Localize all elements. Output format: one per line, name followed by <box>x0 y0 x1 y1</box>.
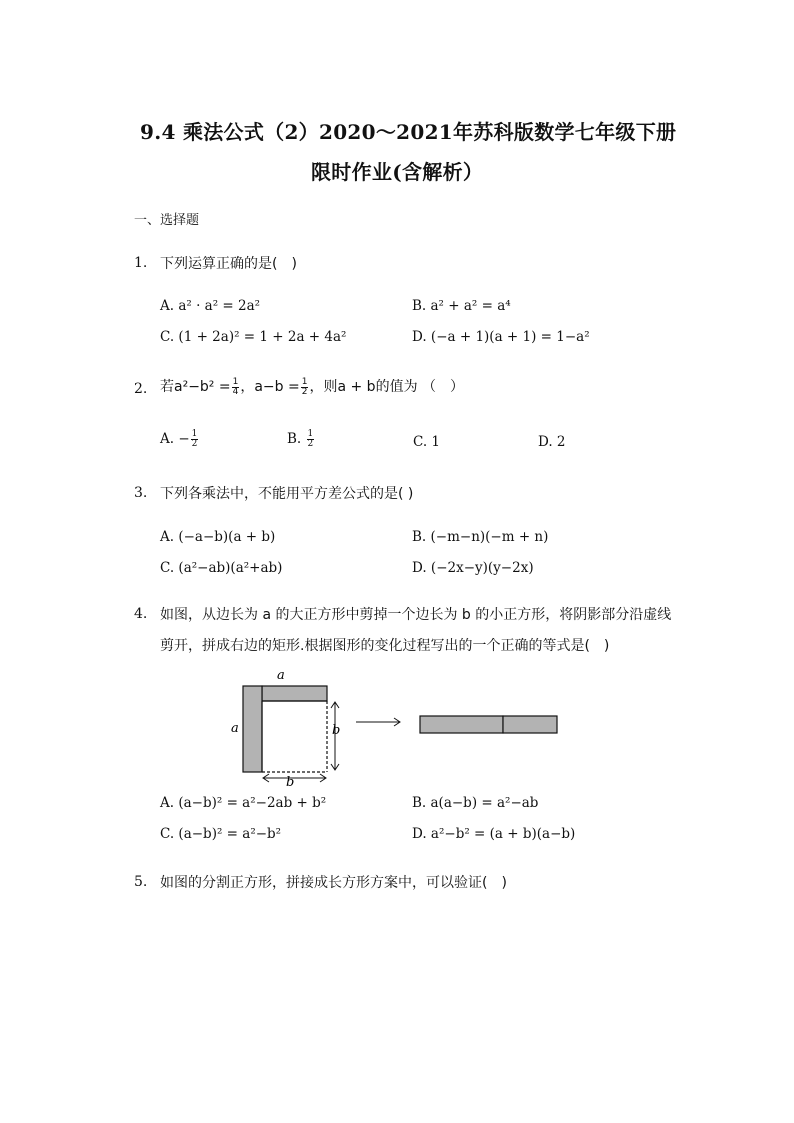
label-b-bottom: b <box>286 775 295 790</box>
result-rectangle-left <box>420 716 503 733</box>
option-a[interactable]: A. (−a−b)(a + b) <box>160 529 276 545</box>
section-heading: 一、选择题 <box>134 213 200 228</box>
fraction-denominator: 2 <box>307 439 314 449</box>
question-text: 下列各乘法中，不能用平方差公式的是( ) <box>160 486 414 502</box>
top-shaded-strip <box>262 686 327 701</box>
question-4-figure <box>220 662 570 792</box>
page-title-line2: 限时作业(含解析） <box>311 160 484 184</box>
fraction <box>191 430 199 449</box>
option-b[interactable] <box>287 430 315 449</box>
fraction-numerator: 1 <box>301 376 308 387</box>
question-text: 如图的分割正方形，拼接成长方形方案中，可以验证( ) <box>160 875 507 891</box>
question-text: 下列运算正确的是( ) <box>160 256 297 272</box>
label-b-right: b <box>332 723 341 738</box>
fraction <box>307 430 315 449</box>
question-number: 4. <box>134 606 148 622</box>
option-c[interactable]: C. (a−b)² = a²−b² <box>160 826 282 842</box>
option-d[interactable]: D. 2 <box>538 434 566 450</box>
option-d[interactable]: D. (−2x−y)(y−2x) <box>412 560 534 576</box>
option-a[interactable]: A. (a−b)² = a²−2ab + b² <box>160 795 327 811</box>
fraction <box>301 378 309 397</box>
question-number: 1. <box>134 255 148 271</box>
question-text-mid: ，a−b = <box>240 379 300 395</box>
fraction-denominator: 4 <box>232 386 239 397</box>
option-b[interactable]: B. a² + a² = a⁴ <box>412 298 511 314</box>
fraction-denominator: 2 <box>301 386 308 397</box>
fraction-numerator: 1 <box>232 376 239 387</box>
question-number: 2. <box>134 381 148 397</box>
option-b[interactable]: B. a(a−b) = a²−ab <box>412 795 539 811</box>
fraction <box>232 378 240 397</box>
option-c[interactable]: C. (1 + 2a)² = 1 + 2a + 4a² <box>160 329 347 345</box>
option-label: B. <box>287 431 302 447</box>
option-c[interactable]: C. (a²−ab)(a²+ab) <box>160 560 283 576</box>
fraction-numerator: 1 <box>191 429 198 439</box>
fraction-denominator: 2 <box>191 439 198 449</box>
option-d[interactable]: D. (−a + 1)(a + 1) = 1−a² <box>412 329 590 345</box>
result-rectangle-right <box>503 716 557 733</box>
label-a-top: a <box>277 668 285 683</box>
option-label: A. − <box>160 431 190 447</box>
option-a[interactable] <box>160 430 199 449</box>
option-a[interactable]: A. a² · a² = 2a² <box>160 298 261 314</box>
question-text-post: ，则a + b的值为 （ ） <box>309 379 465 395</box>
question-text-line1: 如图，从边长为 a 的大正方形中剪掉一个边长为 b 的小正方形，将阴影部分沿虚线 <box>160 607 672 623</box>
left-shaded-strip <box>243 686 262 772</box>
option-d[interactable]: D. a²−b² = (a + b)(a−b) <box>412 826 576 842</box>
option-c[interactable]: C. 1 <box>413 434 441 450</box>
question-number: 5. <box>134 874 148 890</box>
question-text-line2: 剪开，拼成右边的矩形.根据图形的变化过程写出的一个正确的等式是( ) <box>160 638 610 654</box>
label-a-left: a <box>231 721 239 736</box>
question-text <box>160 376 464 397</box>
option-b[interactable]: B. (−m−n)(−m + n) <box>412 529 549 545</box>
question-number: 3. <box>134 485 148 501</box>
fraction-numerator: 1 <box>307 429 314 439</box>
question-text-pre: 若a²−b² = <box>160 379 231 395</box>
page-title-line1: 9.4 乘法公式（2）2020～2021年苏科版数学七年级下册 <box>140 120 677 144</box>
